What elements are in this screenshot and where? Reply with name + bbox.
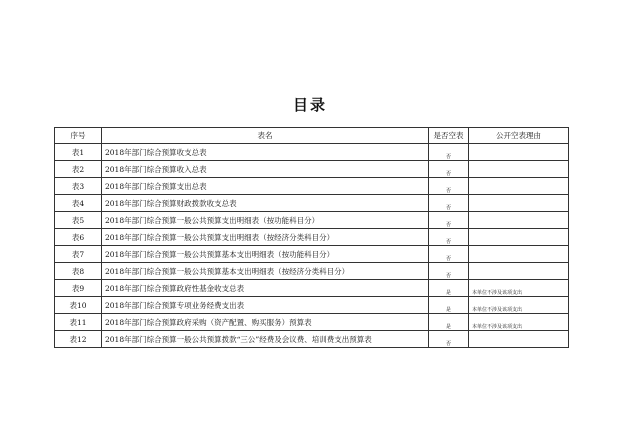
row-table-name: 2018年部门综合预算一般公共预算支出明细表（按经济分类科目分） xyxy=(102,229,429,246)
table-row xyxy=(55,331,569,348)
page-title: 目录 xyxy=(292,96,327,114)
table-row xyxy=(55,246,569,263)
table-row xyxy=(55,263,569,280)
row-empty-reason xyxy=(469,195,569,212)
header-row xyxy=(55,128,569,144)
header-is-empty: 是否空表 xyxy=(429,128,469,144)
row-table-name: 2018年部门综合预算收支总表 xyxy=(102,144,429,161)
row-number: 表7 xyxy=(55,246,102,263)
row-table-name: 2018年部门综合预算收入总表 xyxy=(102,161,429,178)
row-is-empty: 否 xyxy=(429,178,469,195)
table-row xyxy=(55,195,569,212)
row-is-empty: 否 xyxy=(429,229,469,246)
row-empty-reason: 本单位不涉及该项支出 xyxy=(469,297,569,314)
row-is-empty: 否 xyxy=(429,195,469,212)
row-empty-reason xyxy=(469,229,569,246)
row-empty-reason: 本单位不涉及该项支出 xyxy=(469,280,569,297)
header-name: 表名 xyxy=(102,128,429,144)
row-empty-reason xyxy=(469,331,569,348)
row-is-empty: 否 xyxy=(429,144,469,161)
table-row xyxy=(55,314,569,331)
row-table-name: 2018年部门综合预算一般公共预算基本支出明细表（按功能科目分） xyxy=(102,246,429,263)
row-number: 表11 xyxy=(55,314,102,331)
table-row xyxy=(55,297,569,314)
row-empty-reason xyxy=(469,161,569,178)
table-row xyxy=(55,144,569,161)
row-is-empty: 否 xyxy=(429,246,469,263)
row-is-empty: 否 xyxy=(429,263,469,280)
row-is-empty: 否 xyxy=(429,161,469,178)
row-number: 表2 xyxy=(55,161,102,178)
table-of-contents xyxy=(54,127,569,348)
table-row xyxy=(55,161,569,178)
row-is-empty: 否 xyxy=(429,331,469,348)
table-row xyxy=(55,178,569,195)
row-number: 表4 xyxy=(55,195,102,212)
row-is-empty: 是 xyxy=(429,280,469,297)
row-is-empty: 是 xyxy=(429,297,469,314)
row-empty-reason xyxy=(469,212,569,229)
row-is-empty: 是 xyxy=(429,314,469,331)
row-table-name: 2018年部门综合预算一般公共预算拨款“三公”经费及会议费、培训费支出预算表 xyxy=(102,331,429,348)
row-empty-reason xyxy=(469,178,569,195)
table-row xyxy=(55,229,569,246)
row-number: 表5 xyxy=(55,212,102,229)
row-number: 表9 xyxy=(55,280,102,297)
row-table-name: 2018年部门综合预算一般公共预算基本支出明细表（按经济分类科目分） xyxy=(102,263,429,280)
header-no: 序号 xyxy=(55,128,102,144)
row-empty-reason xyxy=(469,246,569,263)
row-empty-reason xyxy=(469,263,569,280)
row-number: 表10 xyxy=(55,297,102,314)
table-row xyxy=(55,280,569,297)
row-table-name: 2018年部门综合预算财政拨款收支总表 xyxy=(102,195,429,212)
header-reason: 公开空表理由 xyxy=(469,128,569,144)
row-number: 表6 xyxy=(55,229,102,246)
row-number: 表3 xyxy=(55,178,102,195)
row-table-name: 2018年部门综合预算支出总表 xyxy=(102,178,429,195)
row-table-name: 2018年部门综合预算政府性基金收支总表 xyxy=(102,280,429,297)
row-table-name: 2018年部门综合预算政府采购（资产配置、购买服务）预算表 xyxy=(102,314,429,331)
row-number: 表12 xyxy=(55,331,102,348)
row-empty-reason xyxy=(469,144,569,161)
row-number: 表8 xyxy=(55,263,102,280)
table-row xyxy=(55,212,569,229)
table-body xyxy=(55,144,569,348)
row-empty-reason: 本单位不涉及该项支出 xyxy=(469,314,569,331)
row-table-name: 2018年部门综合预算专项业务经费支出表 xyxy=(102,297,429,314)
row-table-name: 2018年部门综合预算一般公共预算支出明细表（按功能科目分） xyxy=(102,212,429,229)
row-is-empty: 否 xyxy=(429,212,469,229)
row-number: 表1 xyxy=(55,144,102,161)
